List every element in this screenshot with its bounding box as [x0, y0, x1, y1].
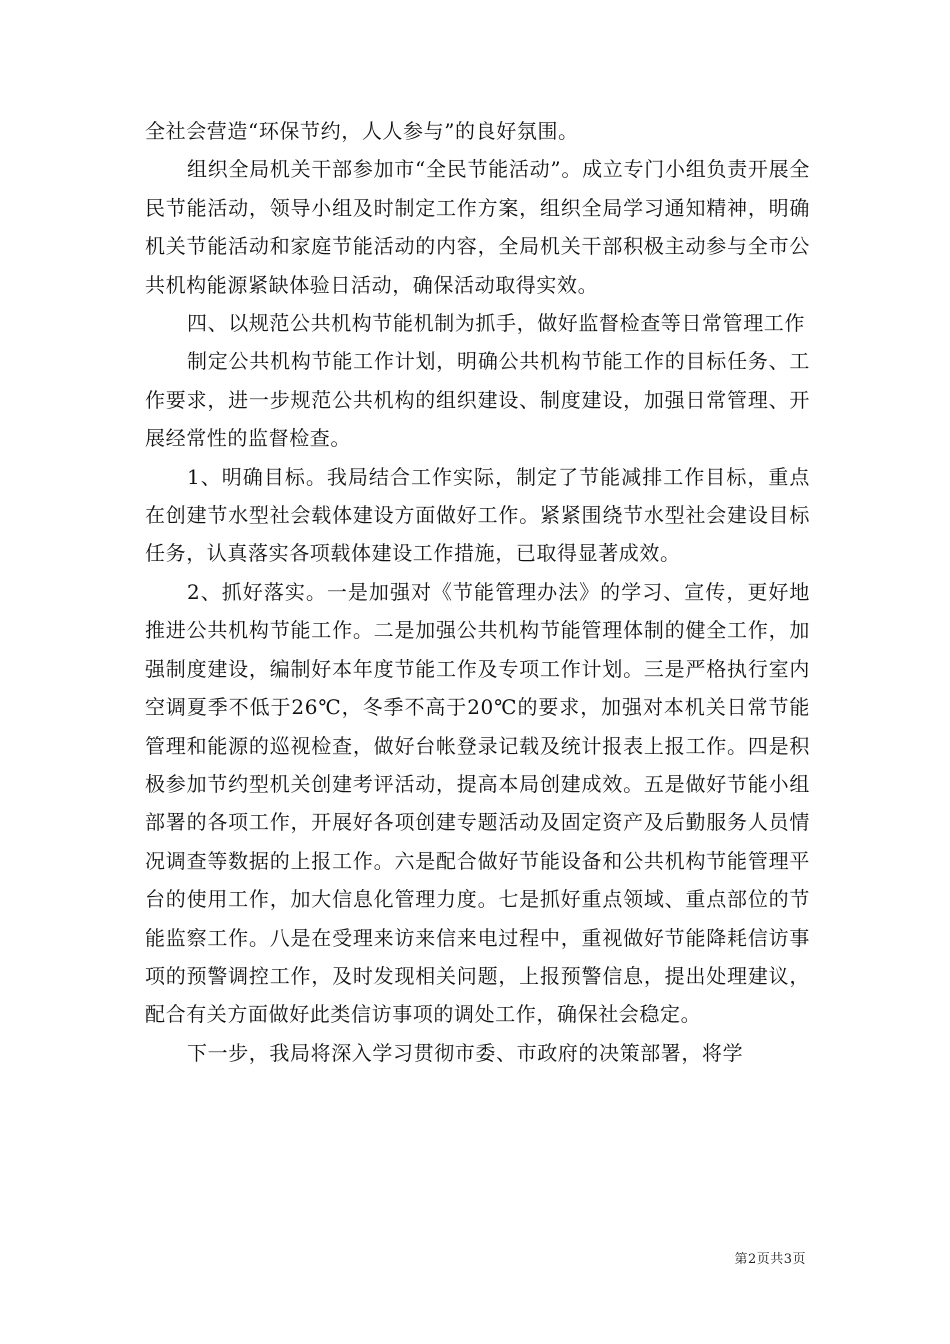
document-body	[145, 112, 810, 1072]
page-number-footer: 第2页共3页	[734, 1252, 806, 1267]
section-heading-four: 四、以规范公共机构节能机制为抓手，做好监督检查等日常管理工作	[187, 311, 805, 336]
paragraph-implementation: 2、抓好落实。一是加强对《节能管理办法》的学习、宣传，更好地推进公共机构节能工作。二是加强公共机构节能管理体制的健全工作，加强制度建设，编制好本年度节能工作及专项工作计划。三是严格执行室内空调夏季不低于26℃，冬季不高于20℃的要求，加强对本机关日常节能管理和能源的巡视检查，做好台帐登录记载及统计报表上报工作。四是积极参加节约型机关创建考评活动，提高本局创建成效。五是做好节能小组部署的各项工作，开展好各项创建专题活动及固定资产及后勤服务人员情况调查等数据的上报工作。六是配合做好节能设备和公共机构节能管理平台的使用工作，加大信息化管理力度。七是抓好重点领域、重点部位的节能监察工作。八是在受理来访来信来电过程中，重视做好节能降耗信访事项的预警调控工作，及时发现相关问题，上报预警信息，提出处理建议，配合有关方面做好此类信访事项的调处工作，确保社会稳定。	[145, 579, 810, 1027]
paragraph-work-plan: 制定公共机构节能工作计划，明确公共机构节能工作的目标任务、工作要求，进一步规范公共机构的组织建设、制度建设，加强日常管理、开展经常性的监督检查。	[145, 349, 810, 451]
paragraph-next-step: 下一步，我局将深入学习贯彻市委、市政府的决策部署，将学	[187, 1040, 744, 1065]
paragraph-energy-activity: 组织全局机关干部参加市“全民节能活动”。成立专门小组负责开展全民节能活动，领导小组及时制定工作方案，组织全局学习通知精神，明确机关节能活动和家庭节能活动的内容，全局机关干部积极主动参与全市公共机构能源紧缺体验日活动，确保活动取得实效。	[145, 157, 810, 297]
paragraph-continuation: 全社会营造“环保节约，人人参与”的良好氛围。	[145, 119, 579, 143]
paragraph-clear-goals: 1、明确目标。我局结合工作实际，制定了节能减排工作目标，重点在创建节水型社会载体建设方面做好工作。紧紧围绕节水型社会建设目标任务，认真落实各项载体建设工作措施，已取得显著成效。	[145, 464, 810, 566]
